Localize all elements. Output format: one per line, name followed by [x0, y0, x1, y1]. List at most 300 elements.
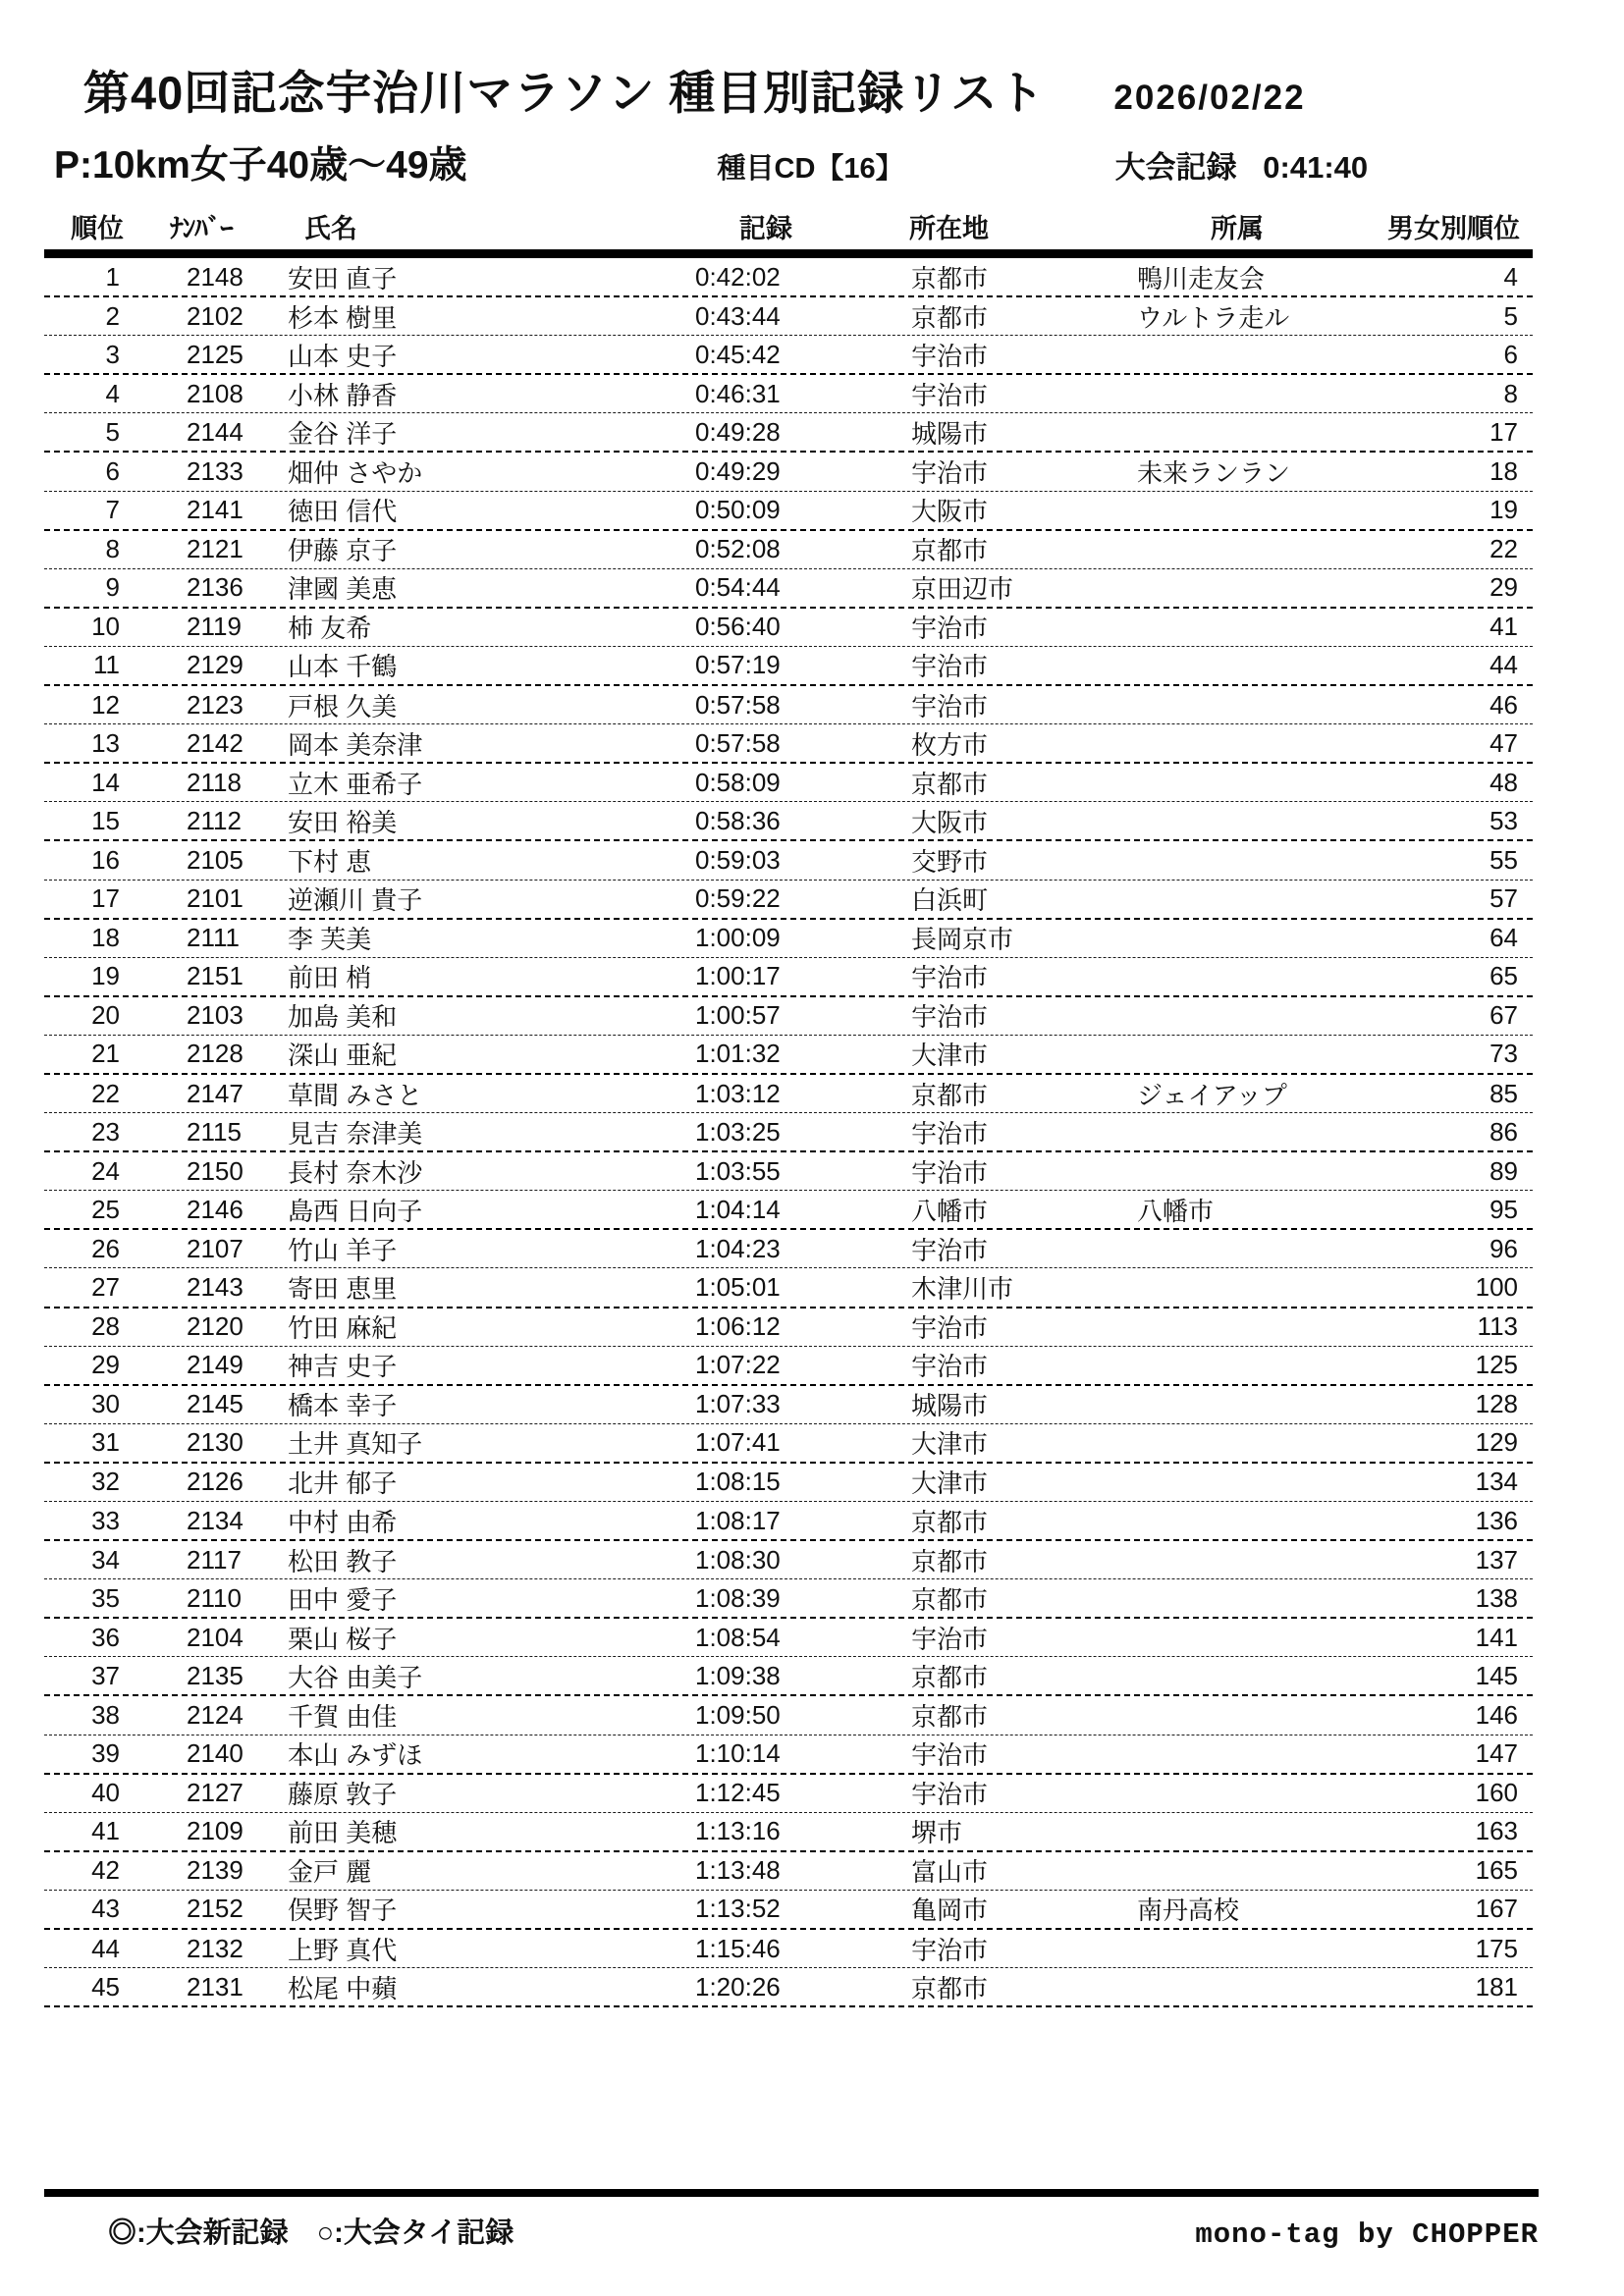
table-row — [44, 764, 1533, 802]
name-cell: 伊藤 京子 — [288, 536, 398, 566]
city-cell: 京都市 — [911, 1973, 989, 2003]
rank-cell: 20 — [91, 1000, 120, 1031]
name-cell: 前田 梢 — [288, 963, 372, 993]
gender-rank-cell: 6 — [1503, 339, 1518, 369]
bib-cell: 2129 — [187, 650, 244, 680]
rank-cell: 7 — [105, 495, 120, 525]
time-cell: 1:07:41 — [695, 1427, 781, 1458]
time-cell: 0:52:08 — [695, 534, 781, 564]
bib-cell: 2107 — [187, 1233, 244, 1263]
page-footer — [44, 2211, 1539, 2251]
header-divider-bar — [44, 249, 1533, 258]
rank-cell: 22 — [91, 1078, 120, 1108]
rank-cell: 18 — [91, 923, 120, 953]
city-cell: 富山市 — [911, 1857, 989, 1888]
bib-cell: 2112 — [187, 805, 242, 835]
time-cell: 1:06:12 — [695, 1311, 781, 1342]
name-cell: 竹田 麻紀 — [288, 1313, 398, 1344]
bib-cell: 2120 — [187, 1311, 244, 1342]
rank-cell: 12 — [91, 689, 120, 720]
city-cell: 宇治市 — [911, 380, 989, 410]
time-cell: 1:00:09 — [695, 923, 781, 953]
bib-cell: 2105 — [187, 844, 244, 875]
table-row — [44, 531, 1533, 569]
rank-cell: 30 — [91, 1389, 120, 1419]
city-cell: 京都市 — [911, 1546, 989, 1576]
city-cell: 宇治市 — [911, 1002, 989, 1033]
time-cell: 1:09:50 — [695, 1700, 781, 1731]
city-cell: 京都市 — [911, 302, 989, 333]
rank-cell: 31 — [91, 1427, 120, 1458]
table-row — [44, 1619, 1533, 1657]
city-cell: 亀岡市 — [911, 1896, 989, 1926]
name-cell: 北井 郁子 — [288, 1468, 398, 1499]
rank-cell: 42 — [91, 1855, 120, 1886]
bib-cell: 2125 — [187, 339, 244, 369]
footer-divider-bar — [44, 2189, 1539, 2197]
name-cell: 竹山 羊子 — [288, 1235, 398, 1265]
city-cell: 宇治市 — [911, 1352, 989, 1382]
table-row — [44, 920, 1533, 958]
time-cell: 1:05:01 — [695, 1271, 781, 1302]
name-cell: 小林 静香 — [288, 380, 398, 410]
gender-rank-cell: 160 — [1475, 1778, 1518, 1808]
rank-cell: 39 — [91, 1738, 120, 1769]
gender-rank-cell: 163 — [1475, 1816, 1518, 1846]
rank-cell: 8 — [105, 534, 120, 564]
name-cell: 長村 奈木沙 — [288, 1157, 423, 1188]
table-row — [44, 1541, 1533, 1579]
name-cell: 大谷 由美子 — [288, 1662, 423, 1692]
bib-cell: 2150 — [187, 1155, 244, 1186]
bib-cell: 2128 — [187, 1039, 244, 1069]
gender-rank-cell: 5 — [1503, 300, 1518, 331]
header-rank: 順位 — [71, 213, 124, 243]
table-row — [44, 1036, 1533, 1075]
gender-rank-cell: 47 — [1489, 727, 1518, 758]
table-row — [44, 686, 1533, 724]
time-cell: 1:03:55 — [695, 1155, 781, 1186]
bib-cell: 2149 — [187, 1350, 244, 1380]
rank-cell: 1 — [105, 261, 120, 292]
rank-cell: 34 — [91, 1544, 120, 1575]
name-cell: 加島 美和 — [288, 1002, 398, 1033]
bib-cell: 2148 — [187, 261, 244, 292]
time-cell: 1:15:46 — [695, 1933, 781, 1963]
table-row — [44, 375, 1533, 413]
name-cell: 杉本 樹里 — [288, 302, 398, 333]
bib-cell: 2145 — [187, 1389, 244, 1419]
time-cell: 1:07:33 — [695, 1389, 781, 1419]
gender-rank-cell: 141 — [1475, 1622, 1518, 1652]
time-cell: 0:58:09 — [695, 767, 781, 797]
team-cell: 八幡市 — [1137, 1196, 1215, 1226]
table-row — [44, 336, 1533, 375]
city-cell: 宇治市 — [911, 1740, 989, 1771]
city-cell: 大津市 — [911, 1468, 989, 1499]
bib-cell: 2130 — [187, 1427, 244, 1458]
time-cell: 1:13:48 — [695, 1855, 781, 1886]
time-cell: 1:10:14 — [695, 1738, 781, 1769]
name-cell: 松田 教子 — [288, 1546, 398, 1576]
time-cell: 1:08:30 — [695, 1544, 781, 1575]
name-cell: 山本 千鶴 — [288, 652, 398, 682]
name-cell: 逆瀬川 貴子 — [288, 885, 423, 916]
gender-rank-cell: 125 — [1475, 1350, 1518, 1380]
name-cell: 畑仲 さやか — [288, 458, 423, 489]
time-cell: 1:12:45 — [695, 1778, 781, 1808]
city-cell: 宇治市 — [911, 963, 989, 993]
header-team: 所属 — [1211, 213, 1264, 243]
team-cell: ウルトラ走ル — [1137, 302, 1290, 333]
time-cell: 0:57:58 — [695, 689, 781, 720]
city-cell: 交野市 — [911, 846, 989, 877]
table-row — [44, 258, 1533, 297]
city-cell: 城陽市 — [911, 1391, 989, 1421]
bib-cell: 2123 — [187, 689, 244, 720]
header-time: 記録 — [739, 213, 792, 243]
time-cell: 0:50:09 — [695, 495, 781, 525]
rank-cell: 41 — [91, 1816, 120, 1846]
gender-rank-cell: 129 — [1475, 1427, 1518, 1458]
gender-rank-cell: 181 — [1475, 1971, 1518, 2002]
gender-rank-cell: 57 — [1489, 883, 1518, 914]
rank-cell: 6 — [105, 456, 120, 487]
rank-cell: 23 — [91, 1116, 120, 1147]
rank-cell: 3 — [105, 339, 120, 369]
bib-cell: 2102 — [187, 300, 244, 331]
bib-cell: 2115 — [187, 1116, 242, 1147]
city-cell: 京都市 — [911, 1584, 989, 1615]
name-cell: 徳田 信代 — [288, 497, 398, 527]
table-row — [44, 569, 1533, 609]
gender-rank-cell: 53 — [1489, 805, 1518, 835]
bib-cell: 2151 — [187, 961, 244, 991]
table-row — [44, 1230, 1533, 1268]
name-cell: 安田 直子 — [288, 263, 398, 294]
gender-rank-cell: 146 — [1475, 1700, 1518, 1731]
time-cell: 1:08:54 — [695, 1622, 781, 1652]
bib-cell: 2109 — [187, 1816, 244, 1846]
name-cell: 田中 愛子 — [288, 1584, 398, 1615]
bib-cell: 2131 — [187, 1971, 244, 2002]
name-cell: 俣野 智子 — [288, 1896, 398, 1926]
city-cell: 堺市 — [911, 1818, 963, 1848]
category-row — [44, 134, 1533, 189]
city-cell: 京田辺市 — [911, 574, 1014, 605]
gender-rank-cell: 145 — [1475, 1660, 1518, 1690]
rank-cell: 21 — [91, 1039, 120, 1069]
time-cell: 0:56:40 — [695, 612, 781, 642]
bib-cell: 2110 — [187, 1582, 242, 1613]
rank-cell: 38 — [91, 1700, 120, 1731]
name-cell: 橋本 幸子 — [288, 1391, 398, 1421]
city-cell: 枚方市 — [911, 729, 989, 760]
rank-cell: 17 — [91, 883, 120, 914]
record-legend: ◎:大会新記録 ○:大会タイ記録 — [108, 2217, 514, 2249]
time-cell: 0:54:44 — [695, 572, 781, 603]
city-cell: 宇治市 — [911, 691, 989, 721]
bib-cell: 2147 — [187, 1078, 244, 1108]
bib-cell: 2127 — [187, 1778, 244, 1808]
meet-record — [1115, 142, 1368, 187]
city-cell: 京都市 — [911, 536, 989, 566]
city-cell: 京都市 — [911, 769, 989, 799]
rank-cell: 43 — [91, 1894, 120, 1924]
time-cell: 1:20:26 — [695, 1971, 781, 2002]
gender-rank-cell: 48 — [1489, 767, 1518, 797]
team-cell: 南丹高校 — [1137, 1896, 1240, 1926]
city-cell: 大津市 — [911, 1429, 989, 1460]
gender-rank-cell: 175 — [1475, 1933, 1518, 1963]
rank-cell: 2 — [105, 300, 120, 331]
table-row — [44, 1152, 1533, 1191]
city-cell: 宇治市 — [911, 1780, 989, 1810]
bib-cell: 2152 — [187, 1894, 244, 1924]
gender-rank-cell: 4 — [1503, 261, 1518, 292]
gender-rank-cell: 19 — [1489, 495, 1518, 525]
rank-cell: 14 — [91, 767, 120, 797]
bib-cell: 2108 — [187, 378, 244, 408]
gender-rank-cell: 113 — [1477, 1311, 1518, 1342]
table-row — [44, 492, 1533, 531]
bib-cell: 2119 — [187, 612, 242, 642]
city-cell: 宇治市 — [911, 1118, 989, 1148]
time-cell: 1:01:32 — [695, 1039, 781, 1069]
rank-cell: 9 — [105, 572, 120, 603]
gender-rank-cell: 136 — [1475, 1505, 1518, 1535]
gender-rank-cell: 147 — [1475, 1738, 1518, 1769]
rank-cell: 28 — [91, 1311, 120, 1342]
bib-cell: 2136 — [187, 572, 244, 603]
city-cell: 宇治市 — [911, 652, 989, 682]
bib-cell: 2103 — [187, 1000, 244, 1031]
table-row — [44, 1075, 1533, 1113]
table-row — [44, 1735, 1533, 1775]
name-cell: 本山 みずほ — [288, 1740, 423, 1771]
bib-cell: 2142 — [187, 727, 244, 758]
rank-cell: 29 — [91, 1350, 120, 1380]
bib-cell: 2117 — [187, 1544, 242, 1575]
time-cell: 0:42:02 — [695, 261, 781, 292]
rank-cell: 35 — [91, 1582, 120, 1613]
time-cell: 0:45:42 — [695, 339, 781, 369]
time-cell: 1:04:23 — [695, 1233, 781, 1263]
name-cell: 見吉 奈津美 — [288, 1118, 423, 1148]
bib-cell: 2140 — [187, 1738, 244, 1769]
time-cell: 1:00:57 — [695, 1000, 781, 1031]
bib-cell: 2124 — [187, 1700, 244, 1731]
table-row — [44, 1424, 1533, 1464]
time-cell: 0:43:44 — [695, 300, 781, 331]
table-row — [44, 1191, 1533, 1230]
category-title: P:10km女子40歳～49歳 — [54, 144, 467, 187]
table-row — [44, 413, 1533, 453]
table-row — [44, 297, 1533, 336]
bib-cell: 2126 — [187, 1467, 244, 1497]
rank-cell: 10 — [91, 612, 120, 642]
rank-cell: 4 — [105, 378, 120, 408]
page-title: 第40回記念宇治川マラソン 種目別記録リスト — [83, 67, 1046, 119]
name-cell: 神吉 史子 — [288, 1352, 398, 1382]
city-cell: 大阪市 — [911, 497, 989, 527]
table-row — [44, 1113, 1533, 1152]
table-row — [44, 609, 1533, 647]
rank-cell: 25 — [91, 1194, 120, 1224]
name-cell: 津國 美恵 — [288, 574, 398, 605]
header-name: 氏名 — [304, 213, 357, 243]
bib-cell: 2101 — [187, 883, 244, 914]
bib-cell: 2111 — [187, 923, 240, 953]
page-header — [44, 0, 1533, 123]
city-cell: 宇治市 — [911, 1935, 989, 1965]
header-gender-rank: 男女別順位 — [1387, 213, 1520, 243]
rank-cell: 36 — [91, 1622, 120, 1652]
time-cell: 0:49:29 — [695, 456, 781, 487]
name-cell: 千賀 由佳 — [288, 1702, 398, 1733]
gender-rank-cell: 165 — [1475, 1855, 1518, 1886]
time-cell: 1:08:17 — [695, 1505, 781, 1535]
bib-cell: 2139 — [187, 1855, 244, 1886]
time-cell: 1:13:52 — [695, 1894, 781, 1924]
meet-record-label: 大会記録 — [1114, 150, 1237, 185]
rank-cell: 5 — [105, 416, 120, 447]
gender-rank-cell: 55 — [1489, 844, 1518, 875]
gender-rank-cell: 44 — [1489, 650, 1518, 680]
table-row — [44, 841, 1533, 880]
rank-cell: 32 — [91, 1467, 120, 1497]
team-cell: 鴨川走友会 — [1137, 263, 1266, 294]
gender-rank-cell: 100 — [1475, 1271, 1518, 1302]
name-cell: 栗山 桜子 — [288, 1624, 398, 1654]
name-cell: 金戸 麗 — [288, 1857, 372, 1888]
bib-cell: 2118 — [187, 767, 242, 797]
time-cell: 0:46:31 — [695, 378, 781, 408]
table-row — [44, 647, 1533, 686]
name-cell: 土井 真知子 — [288, 1429, 423, 1460]
header-bib: ﾅﾝﾊﾞｰ — [170, 213, 233, 243]
gender-rank-cell: 41 — [1489, 612, 1518, 642]
rank-cell: 11 — [93, 650, 120, 680]
city-cell: 宇治市 — [911, 614, 989, 644]
rank-cell: 24 — [91, 1155, 120, 1186]
table-row — [44, 1386, 1533, 1424]
name-cell: 立木 亜希子 — [288, 769, 423, 799]
rank-cell: 15 — [91, 805, 120, 835]
bib-cell: 2135 — [187, 1660, 244, 1690]
gender-rank-cell: 46 — [1489, 689, 1518, 720]
name-cell: 深山 亜紀 — [288, 1041, 398, 1071]
time-cell: 0:57:19 — [695, 650, 781, 680]
team-cell: 未来ランラン — [1137, 458, 1291, 489]
gender-rank-cell: 8 — [1503, 378, 1518, 408]
rank-cell: 19 — [91, 961, 120, 991]
table-row — [44, 724, 1533, 764]
table-row — [44, 1852, 1533, 1891]
name-cell: 安田 裕美 — [288, 807, 398, 837]
time-cell: 1:08:15 — [695, 1467, 781, 1497]
header-city: 所在地 — [909, 213, 989, 243]
rank-cell: 13 — [91, 727, 120, 758]
city-cell: 京都市 — [911, 1080, 989, 1110]
city-cell: 白浜町 — [911, 885, 989, 916]
table-row — [44, 1579, 1533, 1619]
name-cell: 戸根 久美 — [288, 691, 398, 721]
gender-rank-cell: 18 — [1489, 456, 1518, 487]
rank-cell: 40 — [91, 1778, 120, 1808]
name-cell: 岡本 美奈津 — [288, 729, 423, 760]
table-row — [44, 802, 1533, 841]
table-header-row — [44, 205, 1533, 246]
bib-cell: 2143 — [187, 1271, 244, 1302]
rank-cell: 45 — [91, 1971, 120, 2002]
time-cell: 1:03:25 — [695, 1116, 781, 1147]
gender-rank-cell: 67 — [1489, 1000, 1518, 1031]
city-cell: 大阪市 — [911, 807, 989, 837]
meet-record-time: 0:41:40 — [1263, 150, 1369, 185]
table-row — [44, 881, 1533, 920]
table-row — [44, 1502, 1533, 1541]
city-cell: 八幡市 — [911, 1196, 989, 1226]
rank-cell: 27 — [91, 1271, 120, 1302]
bib-cell: 2134 — [187, 1505, 244, 1535]
category-code: 種目CD【16】 — [717, 153, 904, 185]
name-cell: 山本 史子 — [288, 341, 398, 371]
table-row — [44, 1464, 1533, 1502]
table-row — [44, 997, 1533, 1036]
rank-cell: 44 — [91, 1933, 120, 1963]
city-cell: 宇治市 — [911, 1235, 989, 1265]
table-row — [44, 1347, 1533, 1386]
gender-rank-cell: 29 — [1489, 572, 1518, 603]
name-cell: 松尾 中蘋 — [288, 1973, 398, 2003]
city-cell: 宇治市 — [911, 1624, 989, 1654]
gender-rank-cell: 138 — [1475, 1582, 1518, 1613]
bib-cell: 2121 — [187, 534, 244, 564]
name-cell: 李 芙美 — [288, 925, 372, 955]
time-cell: 1:07:22 — [695, 1350, 781, 1380]
time-cell: 1:09:38 — [695, 1660, 781, 1690]
name-cell: 藤原 敦子 — [288, 1780, 398, 1810]
rank-cell: 37 — [91, 1660, 120, 1690]
time-cell: 0:49:28 — [695, 416, 781, 447]
gender-rank-cell: 134 — [1475, 1467, 1518, 1497]
city-cell: 宇治市 — [911, 341, 989, 371]
time-cell: 0:58:36 — [695, 805, 781, 835]
gender-rank-cell: 85 — [1489, 1078, 1518, 1108]
gender-rank-cell: 89 — [1489, 1155, 1518, 1186]
table-row — [44, 1308, 1533, 1347]
table-row — [44, 1813, 1533, 1852]
rank-cell: 33 — [91, 1505, 120, 1535]
city-cell: 京都市 — [911, 1662, 989, 1692]
table-row — [44, 958, 1533, 997]
name-cell: 柿 友希 — [288, 614, 372, 644]
rank-cell: 16 — [91, 844, 120, 875]
name-cell: 上野 真代 — [288, 1935, 398, 1965]
table-row — [44, 1891, 1533, 1930]
gender-rank-cell: 64 — [1489, 923, 1518, 953]
table-row — [44, 1657, 1533, 1696]
bib-cell: 2132 — [187, 1933, 244, 1963]
time-cell: 1:00:17 — [695, 961, 781, 991]
gender-rank-cell: 65 — [1489, 961, 1518, 991]
bib-cell: 2146 — [187, 1194, 244, 1224]
gender-rank-cell: 17 — [1489, 416, 1518, 447]
city-cell: 城陽市 — [911, 418, 989, 449]
bib-cell: 2144 — [187, 416, 244, 447]
city-cell: 長岡京市 — [911, 925, 1014, 955]
